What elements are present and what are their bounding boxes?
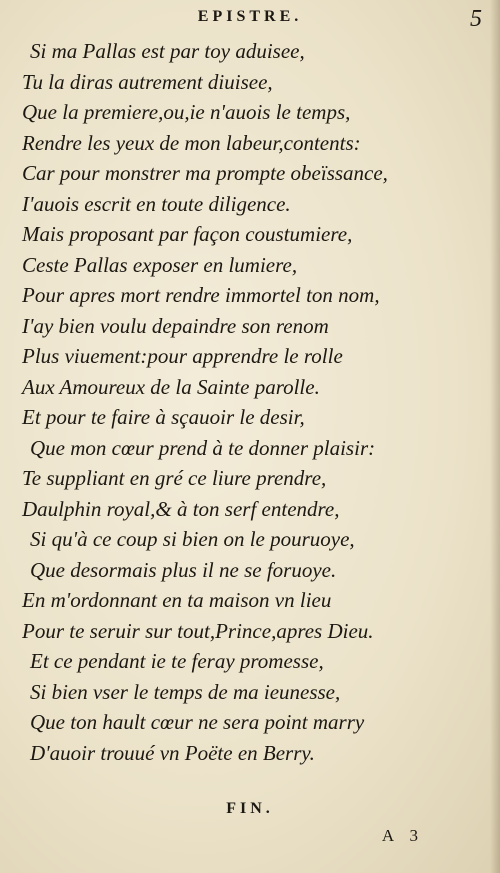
verse-line: Que desormais plus il ne se foruoye. (30, 557, 337, 582)
verse-line: Que la premiere,ou,ie n'auois le temps, (22, 100, 351, 124)
verse-line: Pour apres mort rendre immortel ton nom, (22, 283, 380, 307)
verse-line: Que ton hault cœur ne sera point marry (30, 710, 365, 734)
verse-line: Si bien vser le temps de ma ieunesse, (30, 679, 341, 704)
verse-line: Car pour monstrer ma prompte obeïssance, (22, 161, 388, 185)
verse-line: Et ce pendant ie te feray promesse, (30, 649, 324, 673)
verse-line: Que mon cœur prend à te donner plaisir: (30, 435, 376, 460)
page-number: 5 (470, 6, 482, 32)
verse-line: I'ay bien voulu depaindre son renom (22, 313, 329, 338)
verse-line: Ceste Pallas exposer en lumiere, (22, 252, 298, 277)
verse-line: Pour te seruir sur tout,Prince,apres Dieu. (22, 618, 374, 643)
signature-mark: A 3 (381, 826, 424, 845)
verse-line: Tu la diras autrement diuisee, (22, 69, 273, 94)
running-head: EPISTRE. (197, 8, 303, 25)
verse-block (22, 36, 482, 768)
verse-line: I'auois escrit en toute diligence. (22, 191, 291, 216)
verse-line: Daulphin royal,& à ton serf entendre, (22, 496, 340, 521)
fin-label: FIN. (226, 800, 274, 817)
verse-line: Te suppliant en gré ce liure prendre, (22, 466, 327, 490)
verse-line: Plus viuement:pour apprendre le rolle (22, 344, 343, 368)
verse-line: Rendre les yeux de mon labeur,contents: (22, 130, 361, 155)
verse-line: En m'ordonnant en ta maison vn lieu (22, 588, 332, 612)
verse-line: D'auoir trouué vn Poëte en Berry. (30, 740, 315, 765)
verse-line: Si ma Pallas est par toy aduisee, (30, 39, 305, 63)
verse-line: Aux Amoureux de la Sainte parolle. (22, 374, 320, 399)
verse-line: Si qu'à ce coup si bien on le pouruoye, (30, 527, 355, 551)
verse-line: Mais proposant par façon coustumiere, (22, 222, 353, 246)
verse-line: Et pour te faire à sçauoir le desir, (22, 405, 305, 429)
